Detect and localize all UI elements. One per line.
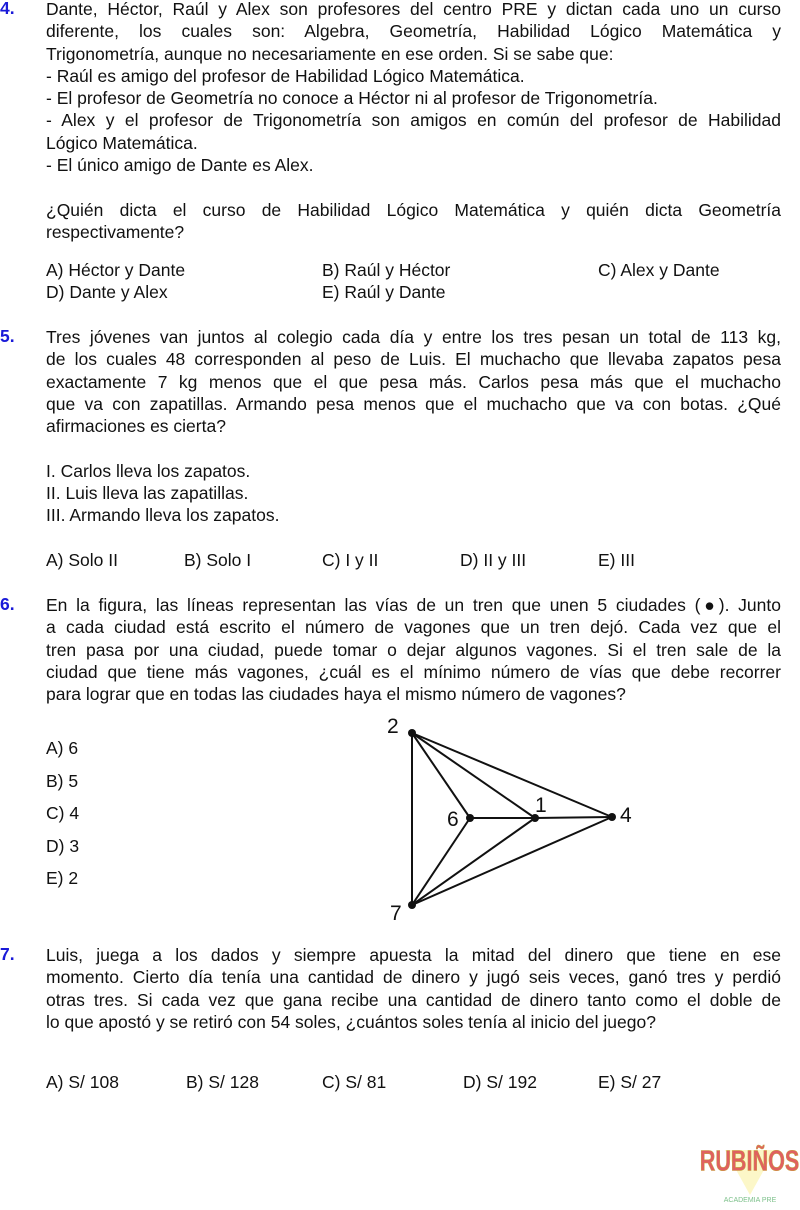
statement: II. Luis lleva las zapatillas.	[46, 483, 249, 504]
question-7-number: 7.	[0, 944, 15, 964]
option-a[interactable]: A) S/ 108	[46, 1072, 119, 1092]
city-label: 2	[387, 715, 399, 738]
text-line: Tres jóvenes van juntos al colegio cada día y entre los tres pesan un total de 113 kg,	[46, 327, 781, 347]
text-line: afirmaciones es cierta?	[46, 416, 226, 437]
city-label: 4	[620, 804, 632, 827]
question-7-text	[46, 944, 781, 1033]
text-line: ciudad que tiene más vagones, ¿cuál es el mínimo número de vías que debe recorrer	[46, 661, 781, 682]
city-node	[408, 729, 416, 737]
track	[412, 733, 612, 817]
option-c[interactable]: C) 4	[46, 803, 80, 823]
option-e[interactable]: E) III	[598, 550, 635, 570]
text-line: otras tres. Si cada vez que gana recibe una cantidad de dinero tanto como el doble de	[46, 989, 781, 1010]
text-line: lo que apostó y se retiró con 54 soles, ¿cuántos soles tenía al inicio del juego?	[46, 1011, 656, 1032]
option-e[interactable]: E) Raúl y Dante	[322, 282, 446, 302]
question-4-number: 4.	[0, 0, 15, 18]
text-line: que va con zapatillas. Armando pesa menos que el muchacho que va con botas. ¿Qué	[46, 393, 781, 414]
option-d[interactable]: D) 3	[46, 836, 80, 856]
text-line: Luis, juega a los dados y siempre apuesta la mitad del dinero que tiene en ese	[46, 945, 781, 965]
option-c[interactable]: C) I y II	[322, 550, 379, 570]
text-line: de los cuales 48 corresponden al peso de Luis. El muchacho que llevaba zapatos pesa	[46, 349, 781, 370]
option-e[interactable]: E) S/ 27	[598, 1072, 662, 1092]
svg-text:RUBIÑOS: RUBIÑOS	[700, 1145, 800, 1178]
question-6-number: 6.	[0, 594, 15, 614]
question-5-number: 5.	[0, 326, 15, 346]
statement: I. Carlos lleva los zapatos.	[46, 460, 251, 481]
text-line: Trigonometría, aunque no necesariamente en ese orden. Si se sabe que:	[46, 43, 614, 64]
city-node	[608, 813, 616, 821]
text-line: Dante, Héctor, Raúl y Alex son profesores del centro PRE y dictan cada uno un curso	[46, 0, 781, 19]
track	[535, 817, 612, 818]
option-b[interactable]: B) Solo I	[184, 550, 252, 570]
text-line: - Alex y el profesor de Trigonometría son amigos en común del profesor de Habilidad	[46, 110, 781, 131]
text-line: diferente, los cuales son: Algebra, Geometría, Habilidad Lógico Matemática y	[46, 21, 781, 42]
text-line: exactamente 7 kg menos que el que pesa más. Carlos pesa más que el muchacho	[46, 371, 781, 392]
city-label: 7	[390, 902, 402, 925]
option-c[interactable]: C) Alex y Dante	[598, 260, 720, 280]
text-line: a cada ciudad está escrito el número de vagones que un tren dejó. Cada vez que el	[46, 617, 781, 638]
option-a[interactable]: A) Héctor y Dante	[46, 260, 186, 280]
statement: III. Armando lleva los zapatos.	[46, 505, 280, 526]
option-b[interactable]: B) Raúl y Héctor	[322, 260, 451, 280]
text-line: para lograr que en todas las ciudades haya el mismo número de vagones?	[46, 684, 626, 705]
option-e[interactable]: E) 2	[46, 868, 79, 888]
option-a[interactable]: A) Solo II	[46, 550, 118, 570]
option-a[interactable]: A) 6	[46, 738, 79, 758]
option-d[interactable]: D) S/ 192	[463, 1072, 537, 1092]
option-b[interactable]: B) S/ 128	[186, 1072, 259, 1092]
svg-text:ACADEMIA PRE: ACADEMIA PRE	[723, 1197, 777, 1204]
option-d[interactable]: D) II y III	[460, 550, 527, 570]
option-b[interactable]: B) 5	[46, 771, 79, 791]
text-line: En la figura, las líneas representan las vías de un tren que unen 5 ciudades (●). Junto	[46, 595, 781, 615]
question-line: respectivamente?	[46, 221, 185, 242]
text-line: - El profesor de Geometría no conoce a Héctor ni al profesor de Trigonometría.	[46, 88, 658, 109]
option-d[interactable]: D) Dante y Alex	[46, 282, 168, 302]
option-c[interactable]: C) S/ 81	[322, 1072, 387, 1092]
question-line: ¿Quién dicta el curso de Habilidad Lógico Matemática y quién dicta Geometría	[46, 199, 781, 220]
track	[412, 733, 535, 818]
city-label: 6	[447, 808, 459, 831]
text-line: momento. Cierto día tenía una cantidad de dinero y jugó seis veces, ganó tres y perdió	[46, 967, 781, 988]
city-node	[408, 901, 416, 909]
city-label: 1	[535, 794, 547, 817]
text-line: Lógico Matemática.	[46, 132, 198, 153]
city-node	[466, 814, 474, 822]
track	[412, 818, 535, 905]
text-line: - Raúl es amigo del profesor de Habilidad Lógico Matemática.	[46, 65, 525, 86]
rubinos-logo	[700, 1120, 800, 1210]
text-line: - El único amigo de Dante es Alex.	[46, 155, 314, 176]
text-line: tren pasa por una ciudad, puede tomar o dejar algunos vagones. Si el tren sale de la	[46, 639, 781, 660]
